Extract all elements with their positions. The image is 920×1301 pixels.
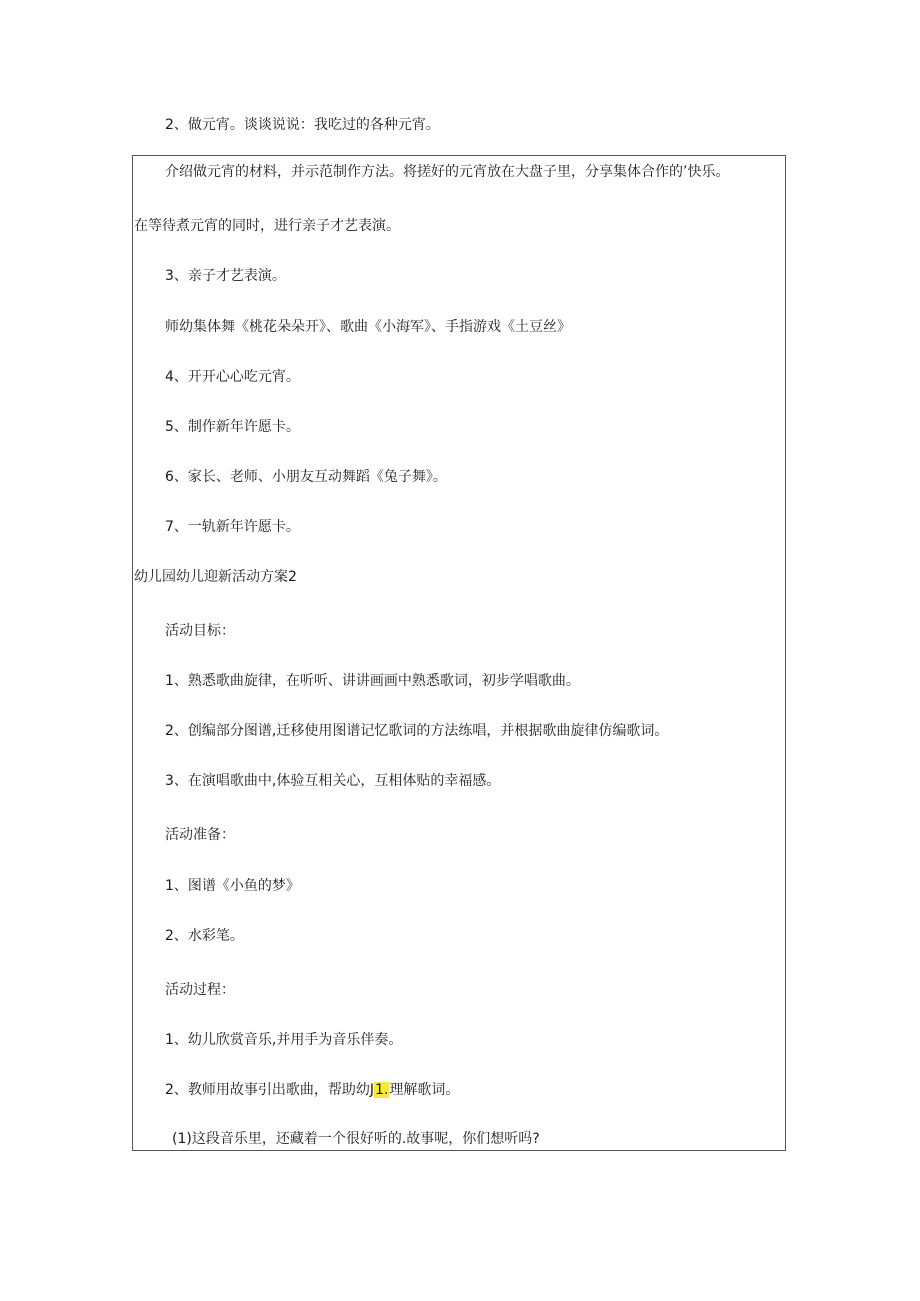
paragraph: 师幼集体舞《桃花朵朵开》、歌曲《小海军》、手指游戏《土豆丝》: [165, 319, 571, 335]
list-item: [165, 1081, 459, 1099]
paragraph: 介绍做元宵的材料，并示范制作方法。将搓好的元宵放在大盘子里，分享集体合作的’快乐。: [165, 164, 730, 180]
highlighted-text: 1.: [375, 1082, 389, 1098]
list-item: 7、一轨新年许愿卡。: [165, 519, 300, 535]
line-text-before: 2、教师用故事引出歌曲，帮助幼J: [165, 1082, 375, 1098]
section-title: 幼儿园幼儿迎新活动方案2: [134, 569, 297, 585]
list-item: 6、家长、老师、小朋友互动舞蹈《兔子舞》。: [165, 469, 447, 485]
list-item: 5、制作新年许愿卡。: [165, 419, 300, 435]
section-heading: 活动目标：: [165, 623, 235, 639]
section-heading: 活动过程：: [165, 982, 235, 998]
list-item: 2、水彩笔。: [165, 928, 244, 944]
list-item: 2、做元宵。谈谈说说：我吃过的各种元宵。: [165, 117, 440, 133]
list-item: 1、图谱《小鱼的梦》: [165, 878, 300, 894]
list-item: 3、在演唱歌曲中,体验互相关心，互相体贴的幸福感。: [165, 773, 501, 789]
section-heading: 活动准备：: [165, 827, 235, 843]
list-item: 1、幼儿欣赏音乐,并用手为音乐伴奏。: [165, 1032, 403, 1048]
list-item: 1、熟悉歌曲旋律，在听听、讲讲画画中熟悉歌词，初步学唱歌曲。: [165, 673, 580, 689]
list-item: 2、创编部分图谱,迁移使用图谱记忆歌词的方法练唱，并根据歌曲旋律仿编歌词。: [165, 723, 669, 739]
list-item: 4、开开心心吃元宵。: [165, 369, 300, 385]
paragraph: 在等待煮元宵的同时，进行亲子才艺表演。: [134, 218, 400, 234]
list-item: 3、亲子才艺表演。: [165, 268, 286, 284]
paragraph: (1)这段音乐里，还藏着一个很好听的.故事呢，你们想听吗?: [172, 1131, 540, 1147]
table-frame: [132, 155, 786, 1151]
line-text-after: 理解歌词。: [389, 1082, 460, 1098]
